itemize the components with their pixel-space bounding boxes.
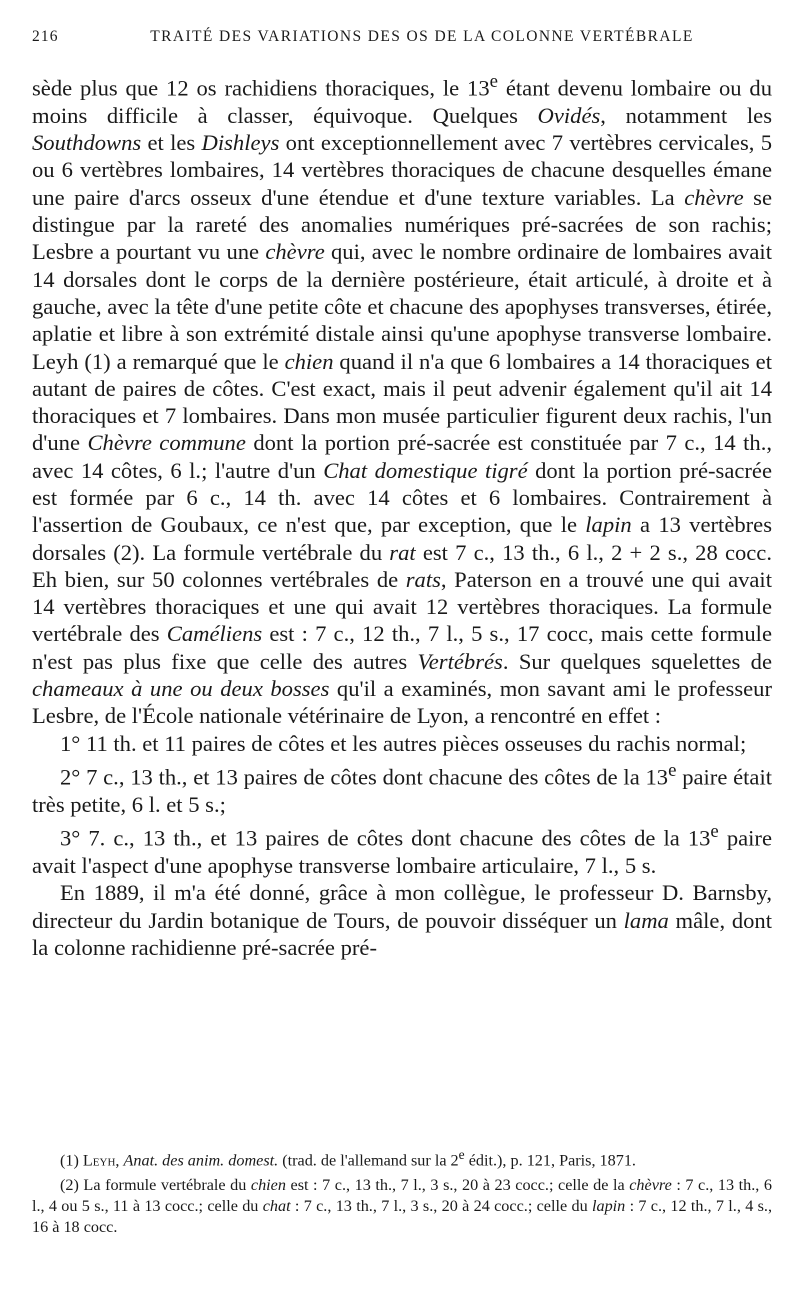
page-number: 216 (32, 28, 59, 45)
footnote-2: (2) La formule vertébrale du chien est : 7 c., 13 th., 7 l., 3 s., 20 à 23 cocc.; celle de la chèvre : 7 c., 13 th., 6 l., 4 ou 5 s., 11 à 13 cocc.; celle du chat : 7 c., 13 th., 7 l., 3 s., 20 à 24 cocc.; celle du lapin : 7 c., 12 th., 7 l., 4 s., 16 à 18 cocc. (32, 1176, 773, 1237)
footnotes (32, 1144, 772, 1242)
running-title: TRAITÉ DES VARIATIONS DES OS DE LA COLONNE VERTÉBRALE (150, 28, 694, 45)
body-text (32, 68, 772, 961)
list-item-3: 3° 7. c., 13 th., et 13 paires de côtes dont chacune des côtes de la 13e paire avait l'aspect d'une apophyse transverse lombaire articulaire, 7 l., 5 s. (32, 821, 772, 878)
paragraph-lama: En 1889, il m'a été donné, grâce à mon collègue, le professeur D. Barnsby, directeur du Jardin botanique de Tours, de pouvoir disséquer un lama mâle, dont la colonne rachidienne pré-sacrée pré- (32, 880, 772, 960)
list-item-1: 1° 11 th. et 11 paires de côtes et les autres pièces osseuses du rachis normal; (60, 730, 747, 756)
page-header (32, 28, 760, 46)
list-item-2: 2° 7 c., 13 th., et 13 paires de côtes dont chacune des côtes de la 13e paire était très petite, 6 l. et 5 s.; (32, 759, 772, 817)
footnote-1: (1) Leyh, Anat. des anim. domest. (trad. de l'allemand sur la 2e édit.), p. 121, Paris, 1871. (60, 1147, 636, 1170)
paragraph-main: sède plus que 12 os rachidiens thoraciques, le 13e étant devenu lombaire ou du moins difficile à classer, équivoque. Quelques Ovidés, notamment les Southdowns et les Dishleys ont exceptionnellement avec 7 vertèbres cervicales, 5 ou 6 vertèbres lombaires, 14 vertèbres thoraciques de chacune desquelles émane une paire d'arcs osseux d'une étendue et d'une texture variables. La chèvre se distingue par la rareté des anomalies numériques pré-sacrées de son rachis; Lesbre a pourtant vu une chèvre qui, avec le nombre ordinaire de lombaires avait 14 dorsales dont le corps de la dernière postérieure, était articulé, à droite et à gauche, avec la tête d'une petite côte et chacune des apophyses transverses, étirée, aplatie et libre à son extrémité distale ainsi qu'une apophyse transverse lombaire. Leyh (1) a remarqué que le chien quand il n'a que 6 lombaires a 14 thoraciques et autant de paires de côtes. C'est exact, mais il peut advenir également qu'il ait 14 thoraciques et 7 lombaires. Dans mon musée particulier figurent deux rachis, l'un d'une Chèvre commune dont la portion pré-sacrée est constituée par 7 c., 14 th., avec 14 côtes, 6 l.; l'autre d'un Chat domestique tigré dont la portion pré-sacrée est formée par 6 c., 14 th. avec 14 côtes et 6 lombaires. Contrairement à l'assertion de Goubaux, ce n'est que, par exception, que le lapin a 13 vertèbres dorsales (2). La formule vertébrale du rat est 7 c., 13 th., 6 l., 2 + 2 s., 28 cocc. Eh bien, sur 50 colonnes vertébrales de rats, Paterson en a trouvé une qui avait 14 vertèbres thoraciques et une qui avait 12 vertèbres thoraciques. La formule vertébrale des Caméliens est : 7 c., 12 th., 7 l., 5 s., 17 cocc, mais cette formule n'est pas plus fixe que celle des autres Vertébrés. Sur quelques squelettes de chameaux à une ou deux bosses qu'il a examinés, mon savant ami le professeur Lesbre, de l'École nationale vétérinaire de Lyon, a rencontré en effet : (32, 71, 773, 729)
